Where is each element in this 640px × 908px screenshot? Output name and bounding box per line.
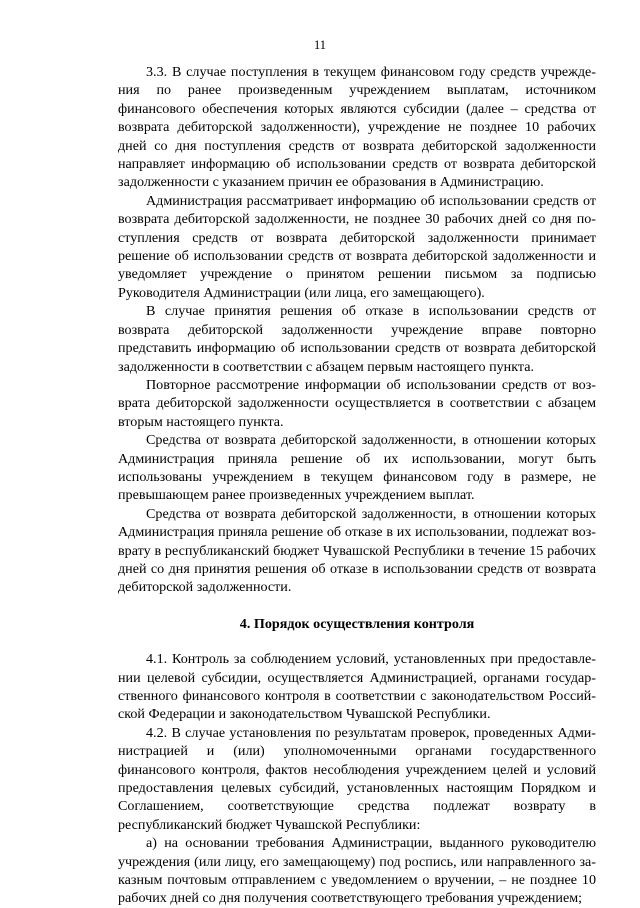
- paragraph-3-3: 3.3. В случае поступления в текущем финансовом году средств учреждения по ранее произведенным учреждением выплатам, источником финансового обеспечения которых являются субсидии (далее – средства от возврата дебиторской задолженности), учреждение не позднее 10 рабочих дней со дня поступления средств от возврата дебиторской задолженности направляет информацию об использовании средств от возврата дебиторской задолженности с указанием причин ее образования в Администрацию.: [118, 64, 596, 191]
- paragraph-refusal-resubmit: В случае принятия решения об отказе в использовании средств от возврата дебиторской задолженности учреждение вправе повторно представить информацию об использовании средств от возврата дебиторской задолженности в соответствии с абзацем первым настоящего пункта.: [118, 303, 596, 375]
- paragraph-approved-use: Средства от возврата дебиторской задолженности, в отношении которых Администрация приняла решение об их использовании, могут быть использованы учреждением в текущем финансовом году в размере, не превышающем ранее произведенных учреждением выплат.: [118, 432, 596, 504]
- page-number: 11: [313, 38, 327, 52]
- paragraph-repeat-review: Повторное рассмотрение информации об использовании средств от возврата дебиторской задолженности осуществляется в соответствии с абзацем вторым настоящего пункта.: [118, 376, 596, 430]
- paragraph-4-2: 4.2. В случае установления по результатам проверок, проведенных Администрацией и (или) уполномоченными органами государственного финансового контроля, фактов несоблюдения учреждением целей и условий предоставления целевых субсидий, установленных настоящим Порядком и Соглашением, соответствующие средства подлежат возврату в республиканский бюджет Чувашской Республики:: [118, 724, 596, 833]
- paragraph-4-2-a: а) на основании требования Администрации, выданного руководителю учреждения (или лицу, его замещающему) под роспись, или направленного заказным почтовым отправлением с уведомлением о вручении, – не позднее 10 рабочих дней со дня получения соответствующего требования учреждением;: [118, 835, 596, 907]
- paragraph-refused-return: Средства от возврата дебиторской задолженности, в отношении которых Администрация приняла решение об отказе в их использовании, подлежат возврату в республиканский бюджет Чувашской Республики в течение 15 рабочих дней со дня принятия решения об отказе в использовании средств от возврата дебиторской задолженности.: [118, 505, 596, 596]
- document-body: [118, 63, 596, 908]
- paragraph-administration-review: Администрация рассматривает информацию об использовании средств от возврата дебиторской задолженности, не позднее 30 рабочих дней со дня поступления средств от возврата дебиторской задолженности принимает решение об использовании средств от возврата дебиторской задолженности и уведомляет учреждение о принятом решении письмом за подписью Руководителя Администрации (или лица, его замещающего).: [118, 192, 596, 301]
- section-title: 4. Порядок осуществления контроля: [239, 615, 475, 632]
- paragraph-4-1: 4.1. Контроль за соблюдением условий, установленных при предоставлении целевой субсидии, осуществляется Администрацией, органами государственного финансового контроля в соответствии с законодательством Российской Федерации и законодательством Чувашской Республики.: [118, 651, 596, 723]
